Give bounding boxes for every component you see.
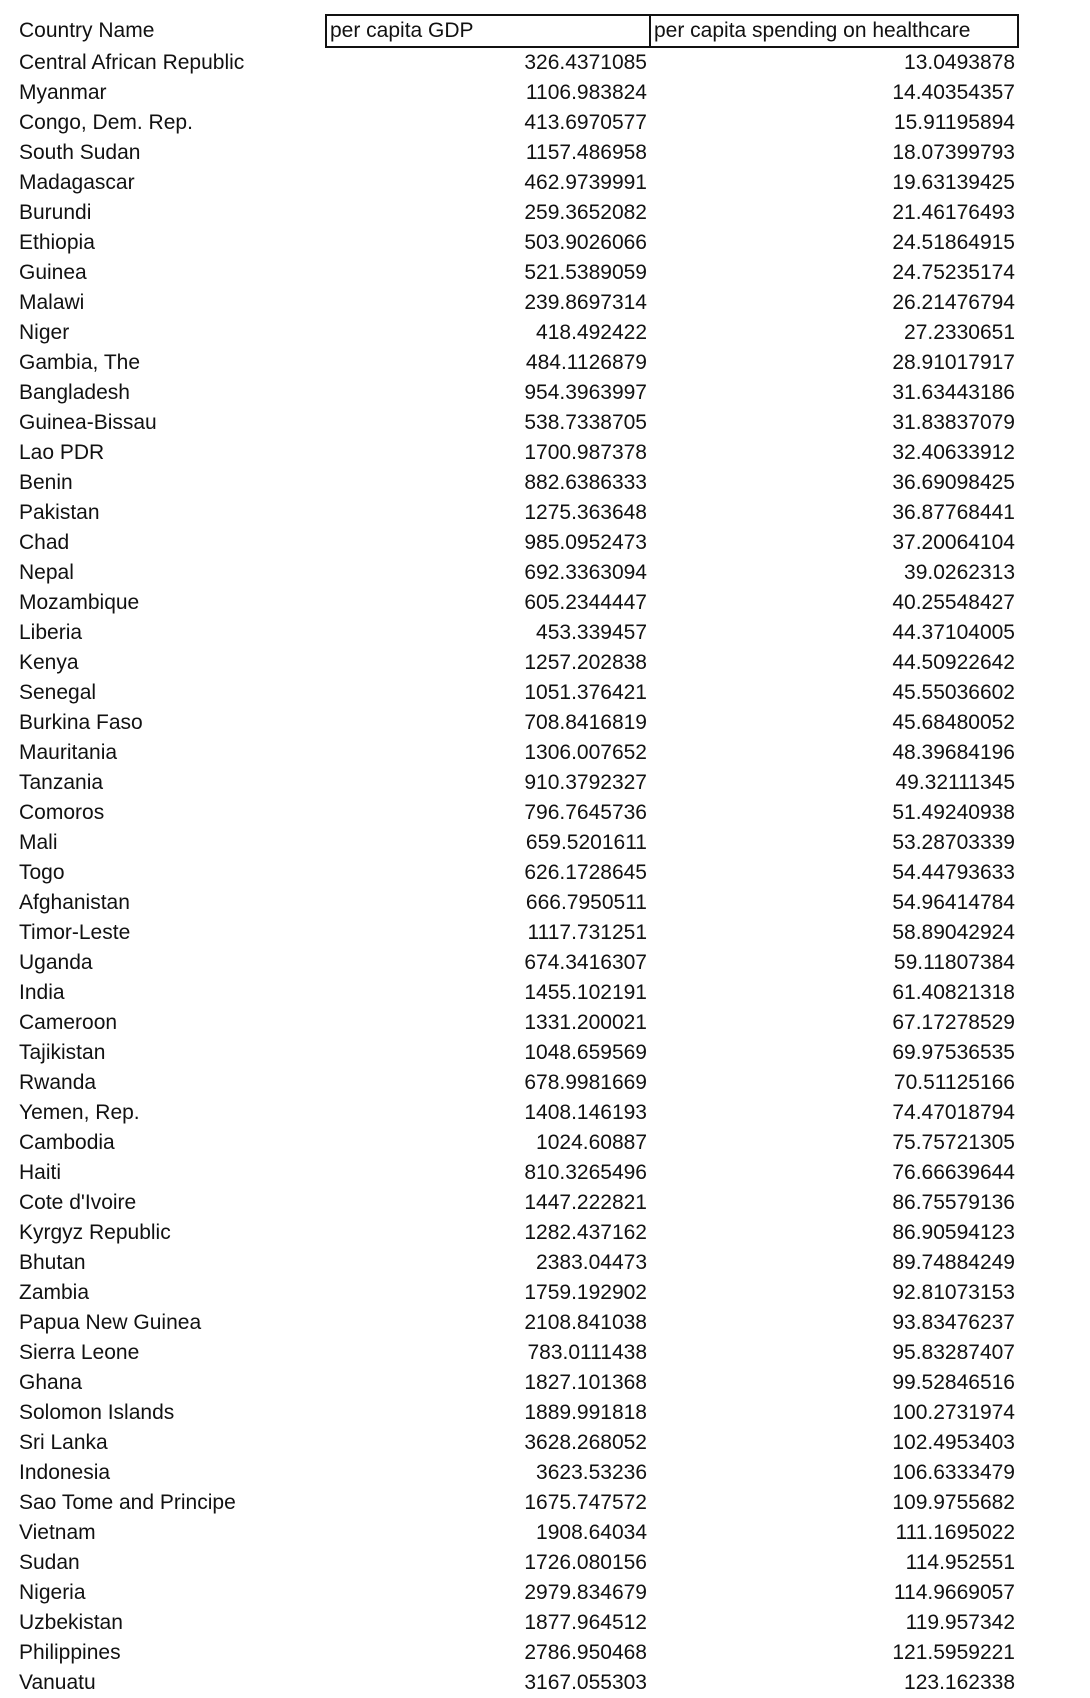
country-name-cell[interactable]: Sudan	[19, 1551, 80, 1574]
country-name-cell[interactable]: Mozambique	[19, 591, 140, 614]
table-row	[16, 1458, 1018, 1488]
per-capita-gdp-cell[interactable]: 1726.080156	[524, 1551, 647, 1574]
table-row	[16, 228, 1018, 258]
per-capita-gdp-cell[interactable]: 521.5389059	[524, 261, 647, 284]
country-name-cell[interactable]: Cambodia	[19, 1131, 115, 1154]
per-capita-healthcare-cell[interactable]: 99.52846516	[892, 1371, 1015, 1394]
per-capita-gdp-cell[interactable]: 3167.055303	[524, 1671, 647, 1694]
per-capita-healthcare-cell[interactable]: 40.25548427	[892, 591, 1015, 614]
per-capita-healthcare-cell[interactable]: 53.28703339	[892, 831, 1015, 854]
country-name-cell[interactable]: Kyrgyz Republic	[19, 1221, 171, 1244]
per-capita-healthcare-cell[interactable]: 49.32111345	[895, 771, 1015, 794]
country-name-cell[interactable]: Ghana	[19, 1371, 83, 1394]
table-row	[16, 888, 1018, 918]
country-name-cell[interactable]: Myanmar	[19, 81, 107, 104]
country-name-cell[interactable]: Bhutan	[19, 1251, 86, 1274]
per-capita-gdp-cell[interactable]: 1048.659569	[524, 1041, 647, 1064]
per-capita-healthcare-cell[interactable]: 102.4953403	[892, 1431, 1015, 1454]
country-name-cell[interactable]: Sao Tome and Principe	[19, 1491, 236, 1514]
country-name-cell[interactable]: Guinea-Bissau	[19, 411, 157, 434]
table-row	[16, 828, 1018, 858]
per-capita-gdp-cell[interactable]: 1455.102191	[524, 981, 647, 1004]
country-name-cell[interactable]: Uganda	[19, 951, 93, 974]
per-capita-healthcare-cell[interactable]: 24.75235174	[892, 261, 1015, 284]
per-capita-gdp-cell[interactable]: 3623.53236	[536, 1461, 647, 1484]
data-table	[16, 14, 1019, 1698]
table-row	[16, 288, 1018, 318]
per-capita-healthcare-cell[interactable]: 45.68480052	[892, 711, 1015, 734]
country-name-cell[interactable]: Papua New Guinea	[19, 1311, 202, 1334]
per-capita-healthcare-cell[interactable]: 58.89042924	[892, 921, 1015, 944]
table-row	[16, 1608, 1018, 1638]
per-capita-healthcare-cell[interactable]: 36.69098425	[892, 471, 1015, 494]
per-capita-healthcare-cell[interactable]: 95.83287407	[892, 1341, 1015, 1364]
per-capita-gdp-cell[interactable]: 674.3416307	[524, 951, 647, 974]
country-name-cell[interactable]: Madagascar	[19, 171, 135, 194]
per-capita-gdp-cell[interactable]: 910.3792327	[524, 771, 647, 794]
country-name-cell[interactable]: Benin	[19, 471, 73, 494]
table-row	[16, 1428, 1018, 1458]
per-capita-healthcare-cell[interactable]: 28.91017917	[892, 351, 1015, 374]
per-capita-gdp-cell[interactable]: 1408.146193	[524, 1101, 647, 1124]
per-capita-gdp-cell[interactable]: 783.0111438	[527, 1341, 647, 1364]
per-capita-gdp-cell[interactable]: 659.5201611	[525, 831, 647, 854]
per-capita-gdp-cell[interactable]: 1282.437162	[524, 1221, 647, 1244]
country-name-cell[interactable]: Chad	[19, 531, 70, 554]
country-name-cell[interactable]: Cameroon	[19, 1011, 118, 1034]
table-row	[16, 528, 1018, 558]
table-row	[16, 1548, 1018, 1578]
per-capita-healthcare-cell[interactable]: 48.39684196	[892, 741, 1015, 764]
country-name-cell[interactable]: Burundi	[19, 201, 92, 224]
per-capita-gdp-cell[interactable]: 1275.363648	[524, 501, 647, 524]
table-row	[16, 948, 1018, 978]
per-capita-healthcare-cell[interactable]: 69.97536535	[892, 1041, 1015, 1064]
country-name-cell[interactable]: Togo	[19, 861, 65, 884]
table-row	[16, 1518, 1018, 1548]
country-name-cell[interactable]: Niger	[19, 321, 70, 344]
per-capita-healthcare-cell[interactable]: 92.81073153	[892, 1281, 1015, 1304]
per-capita-healthcare-cell[interactable]: 32.40633912	[892, 441, 1015, 464]
table-row	[16, 1308, 1018, 1338]
per-capita-healthcare-cell[interactable]: 37.20064104	[892, 531, 1015, 554]
table-row	[16, 918, 1018, 948]
table-row	[16, 708, 1018, 738]
per-capita-gdp-cell[interactable]: 1117.731251	[527, 921, 647, 944]
per-capita-gdp-cell[interactable]: 503.9026066	[524, 231, 647, 254]
country-name-cell[interactable]: Liberia	[19, 621, 83, 644]
per-capita-gdp-cell[interactable]: 1257.202838	[524, 651, 647, 674]
country-name-cell[interactable]: Nigeria	[19, 1581, 86, 1604]
per-capita-healthcare-cell[interactable]: 93.83476237	[892, 1311, 1015, 1334]
country-name-cell[interactable]: Cote d'Ivoire	[19, 1191, 137, 1214]
per-capita-healthcare-cell[interactable]: 31.63443186	[892, 381, 1015, 404]
table-row	[16, 648, 1018, 678]
table-row	[16, 618, 1018, 648]
per-capita-healthcare-cell[interactable]: 119.957342	[905, 1611, 1015, 1634]
per-capita-gdp-cell[interactable]: 2383.04473	[536, 1251, 647, 1274]
header-country-name[interactable]: Country Name	[19, 19, 155, 42]
country-name-cell[interactable]: Timor-Leste	[19, 921, 131, 944]
per-capita-healthcare-cell[interactable]: 100.2731974	[892, 1401, 1015, 1424]
per-capita-gdp-cell[interactable]: 326.4371085	[524, 51, 647, 74]
per-capita-gdp-cell[interactable]: 1827.101368	[524, 1371, 647, 1394]
per-capita-gdp-cell[interactable]: 796.7645736	[524, 801, 647, 824]
country-name-cell[interactable]: Burkina Faso	[19, 711, 143, 734]
per-capita-healthcare-cell[interactable]: 54.96414784	[892, 891, 1015, 914]
per-capita-healthcare-cell[interactable]: 18.07399793	[892, 141, 1015, 164]
per-capita-gdp-cell[interactable]: 882.6386333	[524, 471, 647, 494]
header-row	[16, 15, 1018, 47]
per-capita-gdp-cell[interactable]: 538.7338705	[524, 411, 647, 434]
table-row	[16, 498, 1018, 528]
table-row	[16, 1128, 1018, 1158]
country-name-cell[interactable]: Congo, Dem. Rep.	[19, 111, 193, 134]
per-capita-healthcare-cell[interactable]: 39.0262313	[904, 561, 1015, 584]
per-capita-healthcare-cell[interactable]: 114.952551	[905, 1551, 1015, 1574]
country-name-cell[interactable]: Lao PDR	[19, 441, 105, 464]
table-row	[16, 858, 1018, 888]
country-name-cell[interactable]: India	[19, 981, 65, 1004]
per-capita-gdp-cell[interactable]: 708.8416819	[524, 711, 647, 734]
per-capita-healthcare-cell[interactable]: 86.90594123	[892, 1221, 1015, 1244]
country-name-cell[interactable]: Bangladesh	[19, 381, 130, 404]
per-capita-healthcare-cell[interactable]: 86.75579136	[892, 1191, 1015, 1214]
table-row	[16, 1488, 1018, 1518]
per-capita-healthcare-cell[interactable]: 15.91195894	[893, 111, 1015, 134]
per-capita-healthcare-cell[interactable]: 74.47018794	[892, 1101, 1015, 1124]
table-row	[16, 1638, 1018, 1668]
per-capita-healthcare-cell[interactable]: 111.1695022	[895, 1521, 1015, 1544]
country-name-cell[interactable]: Nepal	[19, 561, 74, 584]
per-capita-gdp-cell[interactable]: 1447.222821	[524, 1191, 647, 1214]
country-name-cell[interactable]: Comoros	[19, 801, 105, 824]
table-row	[16, 1668, 1018, 1698]
table-row	[16, 258, 1018, 288]
table-row	[16, 108, 1018, 138]
table-row	[16, 1098, 1018, 1128]
table-row	[16, 978, 1018, 1008]
per-capita-healthcare-cell[interactable]: 13.0493878	[904, 51, 1015, 74]
country-name-cell[interactable]: South Sudan	[19, 141, 141, 164]
country-name-cell[interactable]: Vanuatu	[19, 1671, 96, 1694]
country-name-cell[interactable]: Tanzania	[19, 771, 104, 794]
per-capita-gdp-cell[interactable]: 1675.747572	[524, 1491, 647, 1514]
per-capita-healthcare-cell[interactable]: 36.87768441	[892, 501, 1015, 524]
table-row	[16, 378, 1018, 408]
table-row	[16, 47, 1018, 78]
per-capita-healthcare-cell[interactable]: 61.40821318	[892, 981, 1015, 1004]
table-row	[16, 798, 1018, 828]
table-row	[16, 1338, 1018, 1368]
per-capita-gdp-cell[interactable]: 259.3652082	[524, 201, 647, 224]
per-capita-healthcare-cell[interactable]: 76.66639644	[892, 1161, 1015, 1184]
header-per-capita-healthcare[interactable]: per capita spending on healthcare	[650, 15, 1018, 47]
per-capita-healthcare-cell[interactable]: 70.51125166	[893, 1071, 1015, 1094]
per-capita-healthcare-cell[interactable]: 121.5959221	[892, 1641, 1015, 1664]
per-capita-healthcare-cell[interactable]: 21.46176493	[892, 201, 1015, 224]
table-row	[16, 738, 1018, 768]
country-name-cell[interactable]: Philippines	[19, 1641, 121, 1664]
table-row	[16, 138, 1018, 168]
country-name-cell[interactable]: Zambia	[19, 1281, 90, 1304]
per-capita-gdp-cell[interactable]: 954.3963997	[524, 381, 647, 404]
per-capita-gdp-cell[interactable]: 626.1728645	[524, 861, 647, 884]
per-capita-gdp-cell[interactable]: 2979.834679	[524, 1581, 647, 1604]
country-name-cell[interactable]: Afghanistan	[19, 891, 130, 914]
per-capita-healthcare-cell[interactable]: 67.17278529	[892, 1011, 1015, 1034]
per-capita-healthcare-cell[interactable]: 75.75721305	[892, 1131, 1015, 1154]
country-name-cell[interactable]: Senegal	[19, 681, 97, 704]
country-name-cell[interactable]: Sierra Leone	[19, 1341, 140, 1364]
per-capita-healthcare-cell[interactable]: 27.2330651	[904, 321, 1015, 344]
table-row	[16, 468, 1018, 498]
country-name-cell[interactable]: Central African Republic	[19, 50, 245, 74]
table-row	[16, 438, 1018, 468]
per-capita-gdp-cell[interactable]: 239.8697314	[524, 291, 647, 314]
country-name-cell[interactable]: Ethiopia	[19, 231, 95, 254]
per-capita-gdp-cell[interactable]: 1051.376421	[524, 681, 647, 704]
per-capita-gdp-cell[interactable]: 1908.64034	[536, 1521, 647, 1544]
country-name-cell[interactable]: Mauritania	[19, 741, 118, 764]
per-capita-gdp-cell[interactable]: 418.492422	[536, 321, 647, 344]
per-capita-gdp-cell[interactable]: 462.9739991	[524, 171, 647, 194]
per-capita-healthcare-cell[interactable]: 19.63139425	[892, 171, 1015, 194]
per-capita-gdp-cell[interactable]: 2108.841038	[524, 1311, 647, 1334]
table-row	[16, 1158, 1018, 1188]
table-row	[16, 1368, 1018, 1398]
per-capita-gdp-cell[interactable]: 484.1126879	[525, 351, 647, 374]
per-capita-gdp-cell[interactable]: 985.0952473	[524, 531, 647, 554]
country-name-cell[interactable]: Rwanda	[19, 1071, 97, 1094]
per-capita-gdp-cell[interactable]: 1331.200021	[524, 1011, 647, 1034]
table-row	[16, 78, 1018, 108]
table-row	[16, 558, 1018, 588]
table-row	[16, 348, 1018, 378]
country-name-cell[interactable]: Pakistan	[19, 501, 100, 524]
per-capita-healthcare-cell[interactable]: 106.6333479	[892, 1461, 1015, 1484]
country-name-cell[interactable]: Gambia, The	[19, 351, 141, 374]
per-capita-gdp-cell[interactable]: 1024.60887	[536, 1131, 647, 1154]
table-row	[16, 678, 1018, 708]
country-name-cell[interactable]: Guinea	[19, 261, 87, 284]
header-per-capita-gdp[interactable]: per capita GDP	[326, 15, 650, 47]
table-row	[16, 1188, 1018, 1218]
per-capita-healthcare-cell[interactable]: 45.55036602	[892, 681, 1015, 704]
per-capita-gdp-cell[interactable]: 1877.964512	[524, 1611, 647, 1634]
table-row	[16, 168, 1018, 198]
per-capita-gdp-cell[interactable]: 413.6970577	[524, 111, 647, 134]
country-name-cell[interactable]: Haiti	[19, 1161, 62, 1184]
country-name-cell[interactable]: Malawi	[19, 291, 85, 314]
table-row	[16, 1068, 1018, 1098]
table-row	[16, 1278, 1018, 1308]
per-capita-healthcare-cell[interactable]: 89.74884249	[892, 1251, 1015, 1274]
country-name-cell[interactable]: Solomon Islands	[19, 1401, 175, 1424]
table-row	[16, 588, 1018, 618]
per-capita-gdp-cell[interactable]: 810.3265496	[524, 1161, 647, 1184]
per-capita-healthcare-cell[interactable]: 109.9755682	[892, 1491, 1015, 1514]
per-capita-gdp-cell[interactable]: 1700.987378	[524, 441, 647, 464]
country-name-cell[interactable]: Mali	[19, 831, 58, 854]
table-row	[16, 198, 1018, 228]
per-capita-gdp-cell[interactable]: 3628.268052	[524, 1431, 647, 1454]
per-capita-healthcare-cell[interactable]: 24.51864915	[892, 231, 1015, 254]
per-capita-gdp-cell[interactable]: 1106.983824	[525, 81, 647, 104]
per-capita-gdp-cell[interactable]: 605.2344447	[524, 591, 647, 614]
country-name-cell[interactable]: Uzbekistan	[19, 1611, 123, 1634]
table-row	[16, 1008, 1018, 1038]
per-capita-gdp-cell[interactable]: 1759.192902	[524, 1281, 647, 1304]
table-row	[16, 1578, 1018, 1608]
per-capita-gdp-cell[interactable]: 2786.950468	[524, 1641, 647, 1664]
per-capita-gdp-cell[interactable]: 692.3363094	[524, 561, 647, 584]
country-name-cell[interactable]: Kenya	[19, 651, 79, 674]
table-row	[16, 1248, 1018, 1278]
per-capita-healthcare-cell[interactable]: 44.50922642	[892, 651, 1015, 674]
per-capita-healthcare-cell[interactable]: 54.44793633	[892, 861, 1015, 884]
per-capita-healthcare-cell[interactable]: 44.37104005	[892, 621, 1015, 644]
country-name-cell[interactable]: Vietnam	[19, 1521, 96, 1544]
per-capita-healthcare-cell[interactable]: 26.21476794	[892, 291, 1015, 314]
per-capita-healthcare-cell[interactable]: 123.162338	[904, 1671, 1015, 1694]
per-capita-gdp-cell[interactable]: 1157.486958	[525, 141, 647, 164]
country-name-cell[interactable]: Yemen, Rep.	[19, 1101, 140, 1124]
per-capita-gdp-cell[interactable]: 1889.991818	[524, 1401, 647, 1424]
table-row	[16, 318, 1018, 348]
per-capita-healthcare-cell[interactable]: 14.40354357	[892, 81, 1015, 104]
per-capita-healthcare-cell[interactable]: 114.9669057	[893, 1581, 1015, 1604]
per-capita-gdp-cell[interactable]: 666.7950511	[525, 891, 647, 914]
country-name-cell[interactable]: Indonesia	[19, 1461, 111, 1484]
per-capita-gdp-cell[interactable]: 678.9981669	[524, 1071, 647, 1094]
table-row	[16, 1218, 1018, 1248]
per-capita-gdp-cell[interactable]: 453.339457	[536, 621, 647, 644]
country-name-cell[interactable]: Tajikistan	[19, 1041, 106, 1064]
table-row	[16, 1398, 1018, 1428]
country-name-cell[interactable]: Sri Lanka	[19, 1431, 108, 1454]
per-capita-healthcare-cell[interactable]: 59.11807384	[893, 951, 1015, 974]
per-capita-healthcare-cell[interactable]: 51.49240938	[892, 801, 1015, 824]
table-row	[16, 408, 1018, 438]
per-capita-healthcare-cell[interactable]: 31.83837079	[892, 411, 1015, 434]
table-body	[16, 47, 1018, 1698]
table-row	[16, 768, 1018, 798]
per-capita-gdp-cell[interactable]: 1306.007652	[524, 741, 647, 764]
table-row	[16, 1038, 1018, 1068]
